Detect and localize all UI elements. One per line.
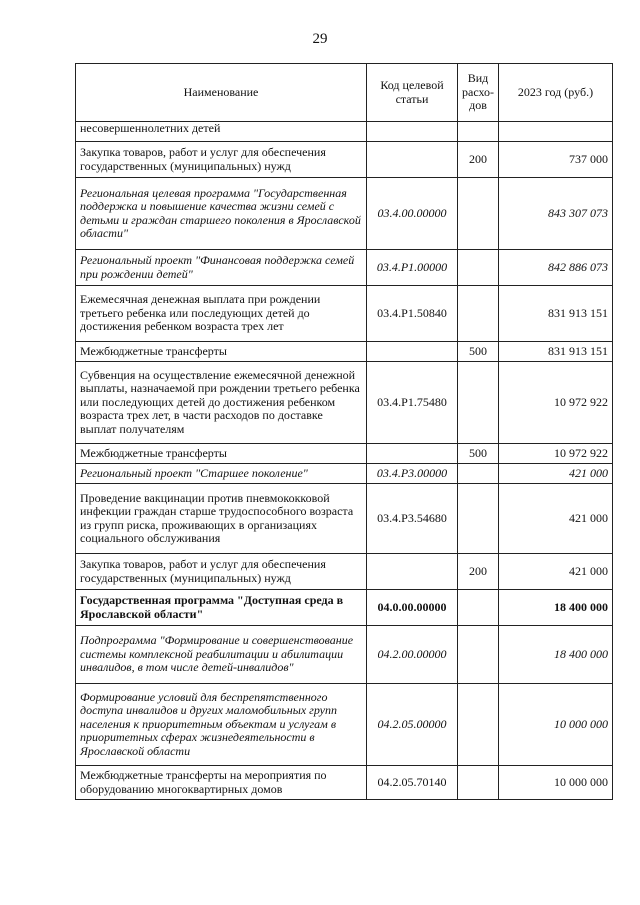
cell-code bbox=[367, 142, 458, 178]
cell-amount bbox=[499, 122, 613, 142]
cell-amount: 10 000 000 bbox=[499, 684, 613, 766]
cell-type bbox=[458, 626, 499, 684]
cell-name: Межбюджетные трансферты bbox=[76, 444, 367, 464]
cell-amount: 842 886 073 bbox=[499, 250, 613, 286]
cell-code: 04.0.00.00000 bbox=[367, 590, 458, 626]
cell-type bbox=[458, 684, 499, 766]
cell-name: Подпрограмма "Формирование и совершенствование системы комплексной реабилитации и абилитации инвалидов, в том числе детей-инвалидов" bbox=[76, 626, 367, 684]
cell-type bbox=[458, 484, 499, 554]
cell-code bbox=[367, 444, 458, 464]
table-header-row bbox=[76, 64, 613, 122]
cell-amount: 421 000 bbox=[499, 464, 613, 484]
cell-code: 03.4.P1.00000 bbox=[367, 250, 458, 286]
cell-type: 500 bbox=[458, 342, 499, 362]
cell-name: Региональная целевая программа "Государственная поддержка и повышение качества жизни семей с детьми и граждан старшего поколения в Ярославской области" bbox=[76, 178, 367, 250]
cell-type bbox=[458, 178, 499, 250]
cell-amount: 10 972 922 bbox=[499, 362, 613, 444]
cell-type: 200 bbox=[458, 554, 499, 590]
cell-type bbox=[458, 362, 499, 444]
table-row bbox=[76, 444, 613, 464]
cell-amount: 18 400 000 bbox=[499, 626, 613, 684]
cell-type bbox=[458, 122, 499, 142]
cell-type: 500 bbox=[458, 444, 499, 464]
page-number: 29 bbox=[312, 31, 328, 47]
cell-type bbox=[458, 766, 499, 800]
cell-code: 04.2.05.00000 bbox=[367, 684, 458, 766]
cell-amount: 843 307 073 bbox=[499, 178, 613, 250]
cell-name: Государственная программа "Доступная среда в Ярославской области" bbox=[76, 590, 367, 626]
table-row bbox=[76, 342, 613, 362]
cell-type bbox=[458, 590, 499, 626]
table-row bbox=[76, 484, 613, 554]
cell-type bbox=[458, 286, 499, 342]
cell-code: 03.4.P3.00000 bbox=[367, 464, 458, 484]
cell-name: Формирование условий для беспрепятственного доступа инвалидов и других маломобильных групп населения к приоритетным объектам и услугам в приоритетных сферах жизнедеятельности в Ярославской области bbox=[76, 684, 367, 766]
cell-name: Закупка товаров, работ и услуг для обеспечения государственных (муниципальных) нужд bbox=[76, 142, 367, 178]
cell-type bbox=[458, 464, 499, 484]
table-row bbox=[76, 590, 613, 626]
header-name: Наименование bbox=[76, 64, 367, 122]
header-code: Код целевой статьи bbox=[367, 64, 458, 122]
cell-code: 03.4.00.00000 bbox=[367, 178, 458, 250]
table-row bbox=[76, 684, 613, 766]
cell-code bbox=[367, 342, 458, 362]
cell-code: 03.4.P1.50840 bbox=[367, 286, 458, 342]
table-row bbox=[76, 766, 613, 800]
cell-code: 03.4.P1.75480 bbox=[367, 362, 458, 444]
cell-amount: 831 913 151 bbox=[499, 342, 613, 362]
cell-amount: 831 913 151 bbox=[499, 286, 613, 342]
cell-amount: 10 000 000 bbox=[499, 766, 613, 800]
table-row bbox=[76, 122, 613, 142]
cell-name: Субвенция на осуществление ежемесячной денежной выплаты, назначаемой при рождении третьего ребенка или последующих детей до достижения ребенком возраста трех лет, в части расходов по доставке выплат получателям bbox=[76, 362, 367, 444]
table-row bbox=[76, 250, 613, 286]
cell-code bbox=[367, 554, 458, 590]
header-amount: 2023 год (руб.) bbox=[499, 64, 613, 122]
cell-name: Региональный проект "Финансовая поддержка семей при рождении детей" bbox=[76, 250, 367, 286]
cell-code: 04.2.05.70140 bbox=[367, 766, 458, 800]
cell-amount: 737 000 bbox=[499, 142, 613, 178]
cell-name: Межбюджетные трансферты bbox=[76, 342, 367, 362]
cell-name: Региональный проект "Старшее поколение" bbox=[76, 464, 367, 484]
cell-amount: 18 400 000 bbox=[499, 590, 613, 626]
table-row bbox=[76, 362, 613, 444]
cell-type: 200 bbox=[458, 142, 499, 178]
cell-name: Межбюджетные трансферты на мероприятия по оборудованию многоквартирных домов bbox=[76, 766, 367, 800]
cell-amount: 421 000 bbox=[499, 484, 613, 554]
cell-name: Проведение вакцинации против пневмококковой инфекции граждан старше трудоспособного возраста из групп риска, проживающих в организациях социального обслуживания bbox=[76, 484, 367, 554]
table-row bbox=[76, 554, 613, 590]
header-type: Вид расхо-дов bbox=[458, 64, 499, 122]
cell-name: несовершеннолетних детей bbox=[76, 122, 367, 142]
cell-name: Закупка товаров, работ и услуг для обеспечения государственных (муниципальных) нужд bbox=[76, 554, 367, 590]
table-row bbox=[76, 286, 613, 342]
budget-table bbox=[75, 63, 613, 800]
cell-amount: 421 000 bbox=[499, 554, 613, 590]
table-row bbox=[76, 464, 613, 484]
cell-code bbox=[367, 122, 458, 142]
cell-code: 03.4.P3.54680 bbox=[367, 484, 458, 554]
cell-amount: 10 972 922 bbox=[499, 444, 613, 464]
table-row bbox=[76, 626, 613, 684]
cell-code: 04.2.00.00000 bbox=[367, 626, 458, 684]
table-row bbox=[76, 142, 613, 178]
table-row bbox=[76, 178, 613, 250]
cell-name: Ежемесячная денежная выплата при рождении третьего ребенка или последующих детей до достижения ребенком возраста трех лет bbox=[76, 286, 367, 342]
cell-type bbox=[458, 250, 499, 286]
